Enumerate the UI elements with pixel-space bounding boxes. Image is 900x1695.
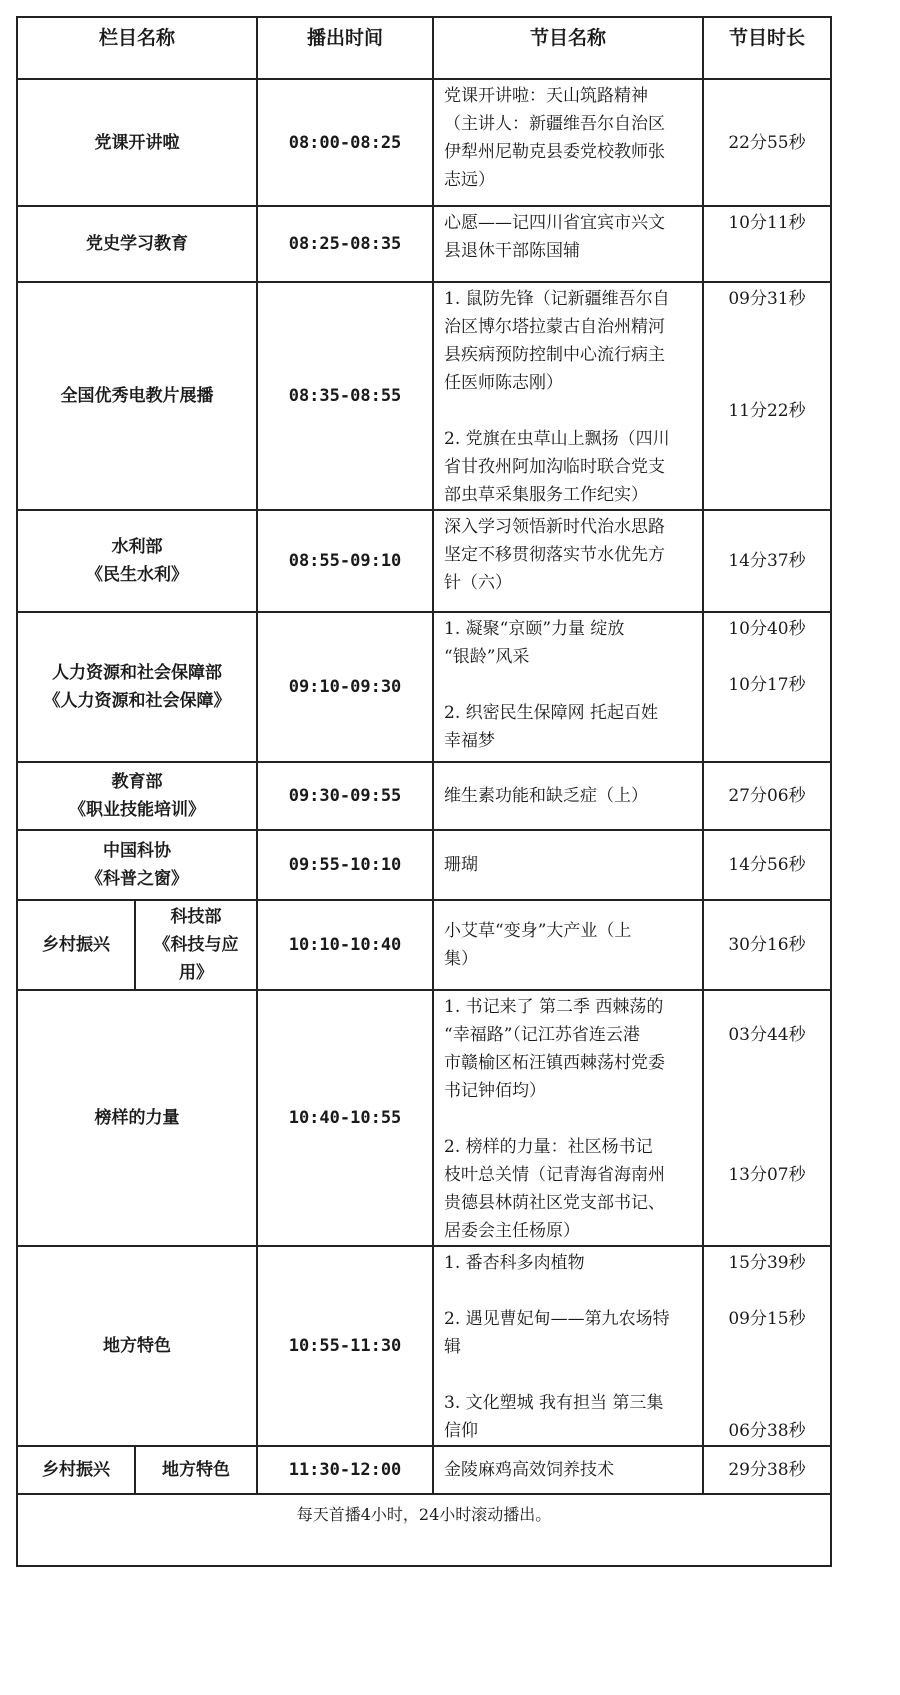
column-category: 乡村振兴 bbox=[17, 900, 135, 990]
air-time: 10:10-10:40 bbox=[257, 900, 433, 990]
program-line: 2. 遇见曹妃甸——第九农场特 bbox=[444, 1309, 670, 1329]
air-time: 09:30-09:55 bbox=[257, 762, 433, 830]
program-line: 省甘孜州阿加沟临时联合党支 bbox=[444, 457, 665, 477]
program-line: 1. 凝聚“京颐”力量 绽放 bbox=[444, 619, 625, 639]
program-line: 珊瑚 bbox=[444, 855, 478, 875]
column-category: 乡村振兴 bbox=[17, 1446, 135, 1494]
column-name: 教育部 bbox=[111, 772, 163, 792]
program-line: 市赣榆区柘汪镇西棘荡村党委 bbox=[444, 1053, 665, 1073]
program-cell bbox=[433, 900, 703, 990]
column-cell bbox=[17, 612, 257, 762]
air-time: 10:55-11:30 bbox=[257, 1246, 433, 1446]
program-line: 针（六） bbox=[444, 573, 512, 593]
duration: 15分39秒 bbox=[728, 1253, 806, 1273]
program-cell bbox=[433, 206, 703, 282]
column-cell bbox=[17, 762, 257, 830]
column-name: 《科技与应 bbox=[153, 935, 239, 955]
column-cell bbox=[17, 1246, 257, 1446]
table-row bbox=[17, 282, 831, 510]
program-line: 心愿——记四川省宜宾市兴文 bbox=[444, 213, 665, 233]
column-name: 全国优秀电教片展播 bbox=[60, 386, 214, 406]
program-line: 深入学习领悟新时代治水思路 bbox=[444, 517, 665, 537]
column-name: 人力资源和社会保障部 bbox=[52, 663, 222, 683]
duration-cell bbox=[703, 830, 831, 900]
duration-cell bbox=[703, 990, 831, 1246]
duration: 13分07秒 bbox=[728, 1165, 806, 1185]
program-line: 2. 织密民生保障网 托起百姓 bbox=[444, 703, 659, 723]
column-cell bbox=[17, 830, 257, 900]
program-cell bbox=[433, 830, 703, 900]
header-column-name: 栏目名称 bbox=[17, 17, 257, 79]
program-cell bbox=[433, 762, 703, 830]
program-line: 居委会主任杨原） bbox=[444, 1221, 580, 1241]
program-line: 辑 bbox=[444, 1337, 461, 1357]
duration-cell bbox=[703, 79, 831, 206]
footer-note: 每天首播4小时，24小时滚动播出。 bbox=[17, 1494, 831, 1566]
column-name: 科技部 bbox=[170, 907, 222, 927]
duration: 22分55秒 bbox=[728, 132, 806, 153]
column-name: 党课开讲啦 bbox=[94, 132, 180, 153]
program-line: 书记钟佰均） bbox=[444, 1081, 546, 1101]
program-cell bbox=[433, 612, 703, 762]
table-row bbox=[17, 1246, 831, 1446]
program-cell bbox=[433, 990, 703, 1246]
table-row bbox=[17, 830, 831, 900]
program-line: 1. 书记来了 第二季 西棘荡的 bbox=[444, 997, 664, 1017]
duration: 14分37秒 bbox=[728, 551, 806, 571]
program-line: “银龄”风采 bbox=[444, 647, 530, 667]
duration: 29分38秒 bbox=[728, 1460, 806, 1480]
header-duration: 节目时长 bbox=[703, 17, 831, 79]
duration: 10分11秒 bbox=[728, 213, 806, 233]
duration-cell bbox=[703, 1246, 831, 1446]
header-air-time: 播出时间 bbox=[257, 17, 433, 79]
program-line: 党课开讲啦：天山筑路精神 bbox=[444, 86, 648, 106]
column-cell bbox=[135, 900, 257, 990]
duration: 03分44秒 bbox=[728, 1025, 806, 1045]
column-cell bbox=[135, 1446, 257, 1494]
program-line: 伊犁州尼勒克县委党校教师张 bbox=[444, 142, 665, 162]
table-row bbox=[17, 612, 831, 762]
program-line: 部虫草采集服务工作纪实） bbox=[444, 485, 648, 505]
duration: 06分38秒 bbox=[728, 1421, 806, 1441]
program-line: 1. 番杏科多肉植物 bbox=[444, 1253, 585, 1273]
program-line: 贵德县林荫社区党支部书记、 bbox=[444, 1193, 665, 1213]
duration: 30分16秒 bbox=[728, 935, 806, 955]
program-line: 志远） bbox=[444, 170, 495, 190]
program-line: “幸福路”（记江苏省连云港 bbox=[444, 1025, 640, 1045]
column-name: 《民生水利》 bbox=[86, 565, 188, 585]
program-line: 信仰 bbox=[444, 1421, 478, 1441]
air-time: 08:25-08:35 bbox=[257, 206, 433, 282]
program-cell bbox=[433, 1446, 703, 1494]
program-line: 集） bbox=[444, 949, 478, 969]
program-cell bbox=[433, 510, 703, 612]
column-name: 榜样的力量 bbox=[94, 1108, 180, 1128]
duration-cell bbox=[703, 612, 831, 762]
program-cell bbox=[433, 79, 703, 206]
column-cell bbox=[17, 510, 257, 612]
table-row bbox=[17, 206, 831, 282]
air-time: 08:00-08:25 bbox=[257, 79, 433, 206]
air-time: 08:35-08:55 bbox=[257, 282, 433, 510]
column-name: 《人力资源和社会保障》 bbox=[43, 691, 231, 711]
column-name: 《职业技能培训》 bbox=[69, 800, 205, 820]
program-line: 小艾草“变身”大产业（上 bbox=[444, 921, 632, 941]
column-cell bbox=[17, 282, 257, 510]
program-line: 幸福梦 bbox=[444, 731, 495, 751]
table-row bbox=[17, 762, 831, 830]
duration: 11分22秒 bbox=[728, 401, 806, 421]
table-row bbox=[17, 510, 831, 612]
program-line: 坚定不移贯彻落实节水优先方 bbox=[444, 545, 665, 565]
duration: 27分06秒 bbox=[728, 786, 806, 806]
header-program-name: 节目名称 bbox=[433, 17, 703, 79]
program-line: 3. 文化塑城 我有担当 第三集 bbox=[444, 1393, 664, 1413]
column-name: 水利部 bbox=[111, 537, 163, 557]
column-name: 地方特色 bbox=[103, 1336, 171, 1356]
duration: 14分56秒 bbox=[728, 855, 806, 875]
column-name: 中国科协 bbox=[103, 841, 171, 861]
column-cell bbox=[17, 79, 257, 206]
column-name: 用》 bbox=[179, 963, 213, 983]
program-line: 金陵麻鸡高效饲养技术 bbox=[444, 1460, 614, 1480]
air-time: 09:55-10:10 bbox=[257, 830, 433, 900]
program-cell bbox=[433, 1246, 703, 1446]
duration-cell bbox=[703, 510, 831, 612]
program-line: 县疾病预防控制中心流行病主 bbox=[444, 345, 665, 365]
table-row bbox=[17, 900, 831, 990]
duration-cell bbox=[703, 900, 831, 990]
table-row bbox=[17, 1446, 831, 1494]
duration-cell bbox=[703, 206, 831, 282]
program-line: 任医师陈志刚） bbox=[444, 373, 563, 393]
program-cell bbox=[433, 282, 703, 510]
program-line: （主讲人：新疆维吾尔自治区 bbox=[444, 114, 665, 134]
schedule-table bbox=[16, 16, 832, 1567]
program-line: 2. 榜样的力量：社区杨书记 bbox=[444, 1137, 653, 1157]
program-line: 县退休干部陈国辅 bbox=[444, 241, 580, 261]
column-name: 党史学习教育 bbox=[86, 234, 188, 254]
duration-cell bbox=[703, 282, 831, 510]
table-row bbox=[17, 990, 831, 1246]
duration: 10分17秒 bbox=[728, 675, 806, 695]
program-line: 维生素功能和缺乏症（上） bbox=[444, 786, 648, 806]
duration: 09分31秒 bbox=[728, 289, 806, 309]
duration-cell bbox=[703, 762, 831, 830]
column-cell bbox=[17, 990, 257, 1246]
air-time: 09:10-09:30 bbox=[257, 612, 433, 762]
duration-cell bbox=[703, 1446, 831, 1494]
air-time: 10:40-10:55 bbox=[257, 990, 433, 1246]
column-name: 地方特色 bbox=[162, 1460, 230, 1480]
duration: 10分40秒 bbox=[728, 619, 806, 639]
column-name: 《科普之窗》 bbox=[86, 869, 188, 889]
program-line: 2. 党旗在虫草山上飘扬（四川 bbox=[444, 429, 670, 449]
column-cell bbox=[17, 206, 257, 282]
program-line: 枝叶总关情（记青海省海南州 bbox=[444, 1165, 665, 1185]
air-time: 08:55-09:10 bbox=[257, 510, 433, 612]
table-row bbox=[17, 79, 831, 206]
footer-row bbox=[17, 1494, 831, 1566]
duration: 09分15秒 bbox=[728, 1309, 806, 1329]
program-line: 治区博尔塔拉蒙古自治州精河 bbox=[444, 317, 665, 337]
header-row bbox=[17, 17, 831, 79]
air-time: 11:30-12:00 bbox=[257, 1446, 433, 1494]
program-line: 1. 鼠防先锋（记新疆维吾尔自 bbox=[444, 289, 670, 309]
